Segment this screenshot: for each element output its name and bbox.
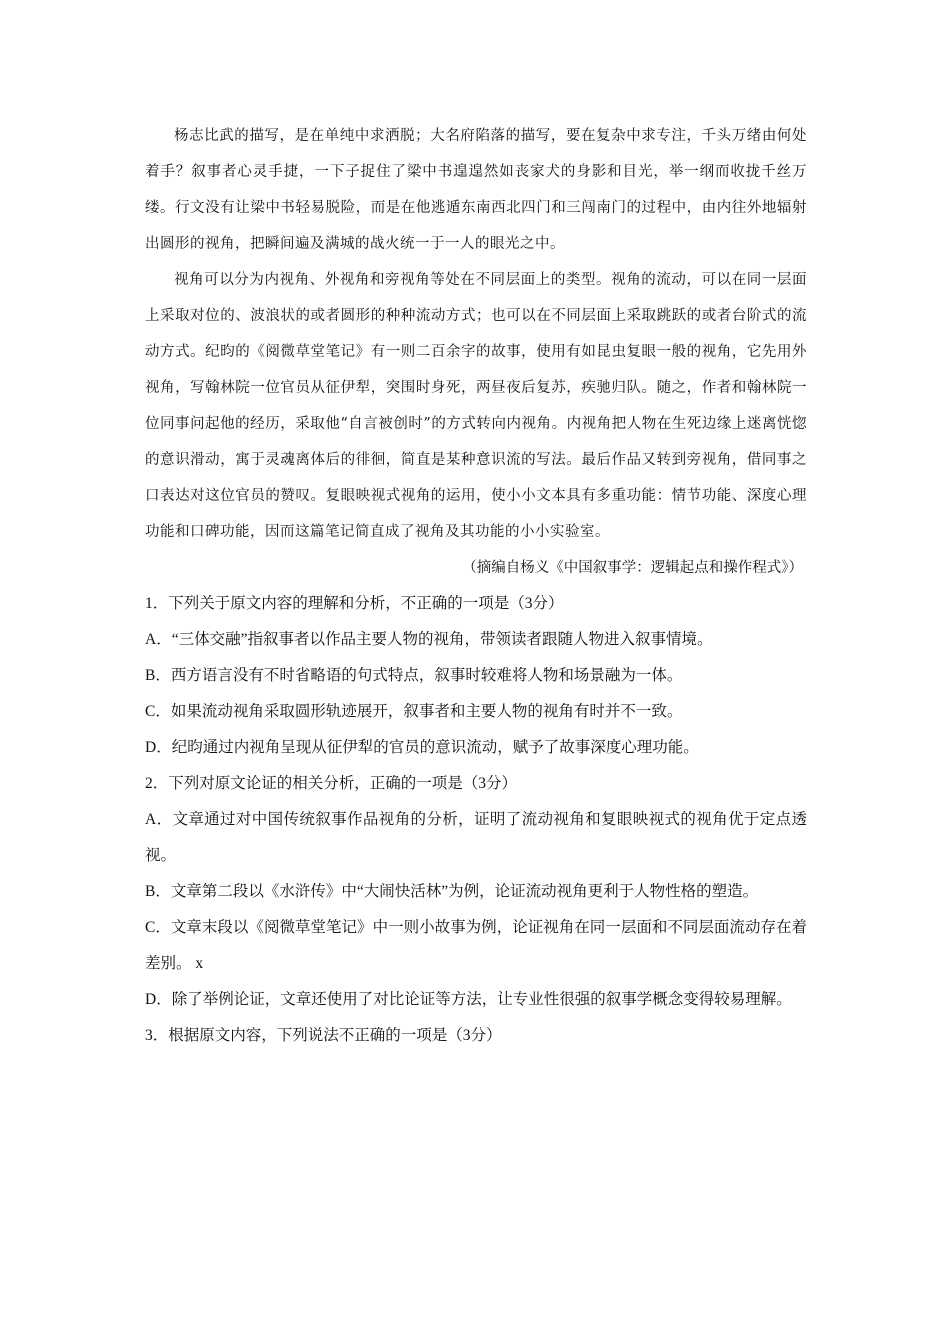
option-a: A．文章通过对中国传统叙事作品视角的分析，证明了流动视角和复眼映视式的视角优于定点透视。 [145, 811, 807, 864]
option-c: C．如果流动视角采取圆形轨迹展开，叙事者和主要人物的视角有时并不一致。 [145, 703, 683, 720]
exam-page [145, 118, 807, 1054]
option-c: C．文章末段以《阅微草堂笔记》中一则小故事为例，论证视角在同一层面和不同层面流动存在着差别。 x [145, 919, 807, 972]
option-b: B．文章第二段以《水浒传》中“大闹快活林”为例，论证流动视角更利于人物性格的塑造。 [145, 883, 759, 900]
option-b: B．西方语言没有不时省略语的句式特点，叙事时较难将人物和场景融为一体。 [145, 667, 683, 684]
option-d: D．除了举例论证，文章还使用了对比论证等方法，让专业性很强的叙事学概念变得较易理解。 [145, 991, 792, 1008]
passage-paragraph-2: 视角可以分为内视角、外视角和旁视角等处在不同层面上的类型。视角的流动，可以在同一层面上采取对位的、波浪状的或者圆形的种种流动方式；也可以在不同层面上采取跳跃的或者台阶式的流动方式。纪昀的《阅微草堂笔记》有一则二百余字的故事，使用有如昆虫复眼一般的视角，它先用外视角，写翰林院一位官员从征伊犁，突围时身死，两昼夜后复苏，疾驰归队。随之，作者和翰林院一位同事问起他的经历，采取他“自言被创时”的方式转向内视角。内视角把人物在生死边缘上迷离恍惚的意识滑动，寓于灵魂离体后的徘徊，简直是某种意识流的写法。最后作品又转到旁视角，借同事之口表达对这位官员的赞叹。复眼映视式视角的运用，使小小文本具有多重功能：情节功能、深度心理功能和口碑功能，因而这篇笔记简直成了视角及其功能的小小实验室。 [145, 272, 807, 540]
passage-source: （摘编自杨义《中国叙事学：逻辑起点和操作程式》） [462, 560, 803, 576]
passage-paragraph-1: 杨志比武的描写，是在单纯中求洒脱；大名府陷落的描写，要在复杂中求专注，千头万绪由何处着手？叙事者心灵手捷，一下子捉住了梁中书遑遑然如丧家犬的身影和目光，举一纲而收拢千丝万缕。行文没有让梁中书轻易脱险，而是在他逃遁东南西北四门和三闯南门的过程中，由内往外地辐射出圆形的视角，把瞬间遍及满城的战火统一于一人的眼光之中。 [145, 128, 807, 252]
question-stem: 1．下列关于原文内容的理解和分析，不正确的一项是（3分） [145, 595, 564, 612]
reading-passage [145, 118, 807, 586]
question-1 [145, 586, 807, 766]
question-stem: 2．下列对原文论证的相关分析，正确的一项是（3分） [145, 775, 518, 792]
question-stem: 3．根据原文内容，下列说法不正确的一项是（3分） [145, 1027, 502, 1044]
question-3 [145, 1018, 807, 1054]
question-2 [145, 766, 807, 1018]
option-a: A．“三体交融”指叙事者以作品主要人物的视角，带领读者跟随人物进入叙事情境。 [145, 631, 713, 648]
option-d: D．纪昀通过内视角呈现从征伊犁的官员的意识流动，赋予了故事深度心理功能。 [145, 739, 699, 756]
